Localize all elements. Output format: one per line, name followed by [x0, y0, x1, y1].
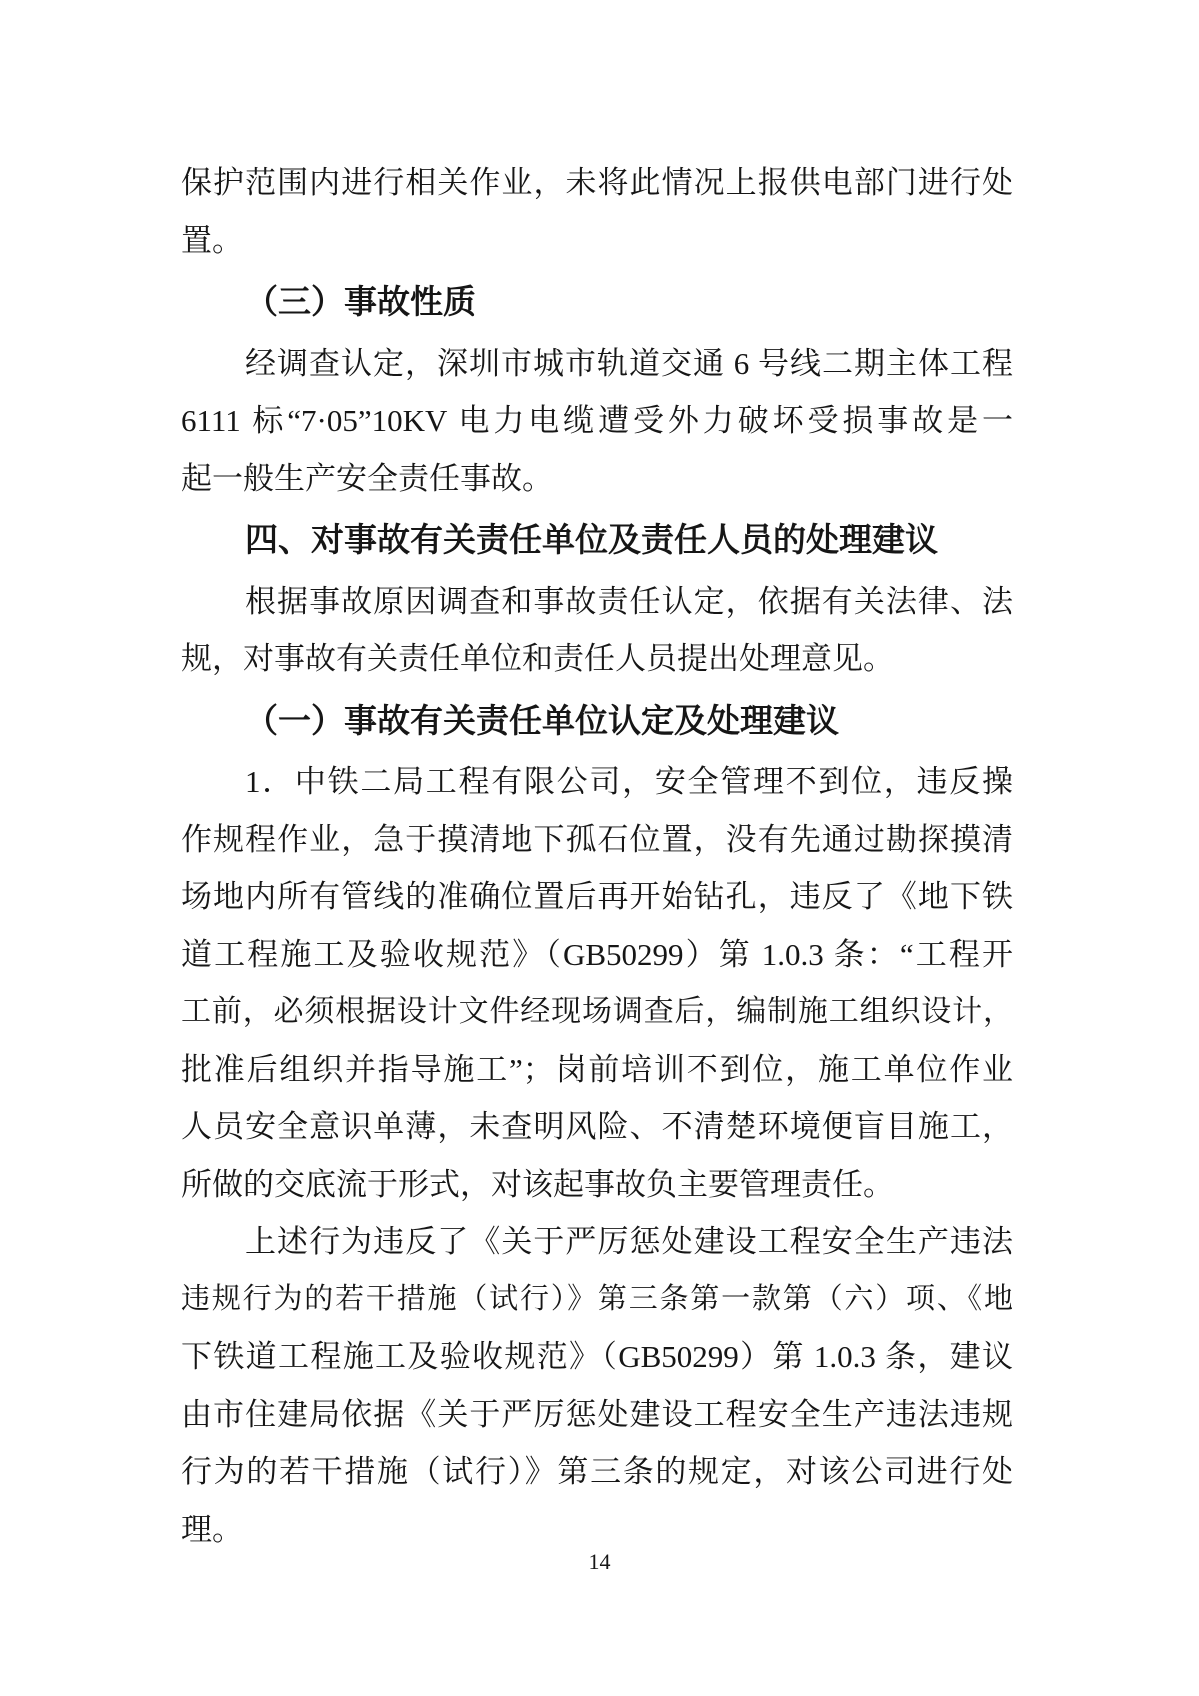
section-heading-accident-nature: （三）事故性质: [245, 283, 476, 320]
page-number: 14: [588, 1549, 611, 1574]
body-text-line: 场地内所有管线的准确位置后再开始钻孔，违反了《地下铁: [181, 879, 1013, 914]
body-text-line: 作规程作业，急于摸清地下孤石位置，没有先通过勘探摸清: [181, 821, 1013, 857]
body-text-line: 1．中铁二局工程有限公司，安全管理不到位，违反操: [245, 764, 1013, 799]
body-text-line: 6111 标“7·05”10KV 电力电缆遭受外力破坏受损事故是一: [181, 403, 1013, 438]
body-text-line: 行为的若干措施（试行）》第三条的规定，对该公司进行处: [181, 1454, 1013, 1489]
body-text-line: 由市住建局依据《关于严厉惩处建设工程安全生产违法违规: [181, 1396, 1013, 1432]
body-text-line: 置。: [181, 222, 243, 258]
body-text-line: 人员安全意识单薄，未查明风险、不清楚环境便盲目施工，: [181, 1109, 1013, 1144]
body-text-line: 工前，必须根据设计文件经现场调查后，编制施工组织设计，: [181, 995, 1013, 1028]
body-text-line: 批准后组织并指导施工”；岗前培训不到位，施工单位作业: [181, 1051, 1013, 1087]
body-text-line: 规，对事故有关责任单位和责任人员提出处理意见。: [181, 641, 894, 676]
body-text-line: 下铁道工程施工及验收规范》（GB50299）第 1.0.3 条，建议: [181, 1339, 1013, 1374]
body-text-line: 经调查认定，深圳市城市轨道交通 6 号线二期主体工程: [245, 345, 1013, 381]
page-content: [181, 154, 1013, 1558]
body-text-line: 保护范围内进行相关作业，未将此情况上报供电部门进行处: [181, 165, 1013, 200]
body-text-line: 违规行为的若干措施（试行）》第三条第一款第（六）项、《地: [181, 1282, 1013, 1315]
section-heading-handling-suggestions: 四、对事故有关责任单位及责任人员的处理建议: [245, 521, 938, 558]
section-heading-responsible-units: （一）事故有关责任单位认定及处理建议: [245, 701, 839, 739]
body-text-line: 理。: [181, 1511, 243, 1547]
body-text-line: 根据事故原因调查和事故责任认定，依据有关法律、法: [245, 583, 1013, 619]
body-text-line: 所做的交底流于形式，对该起事故负主要管理责任。: [181, 1166, 894, 1202]
body-text-line: 道工程施工及验收规范》（GB50299）第 1.0.3 条：“工程开: [181, 936, 1013, 972]
body-text-line: 上述行为违反了《关于严厉惩处建设工程安全生产违法: [245, 1224, 1013, 1259]
body-text-line: 起一般生产安全责任事故。: [181, 460, 553, 496]
